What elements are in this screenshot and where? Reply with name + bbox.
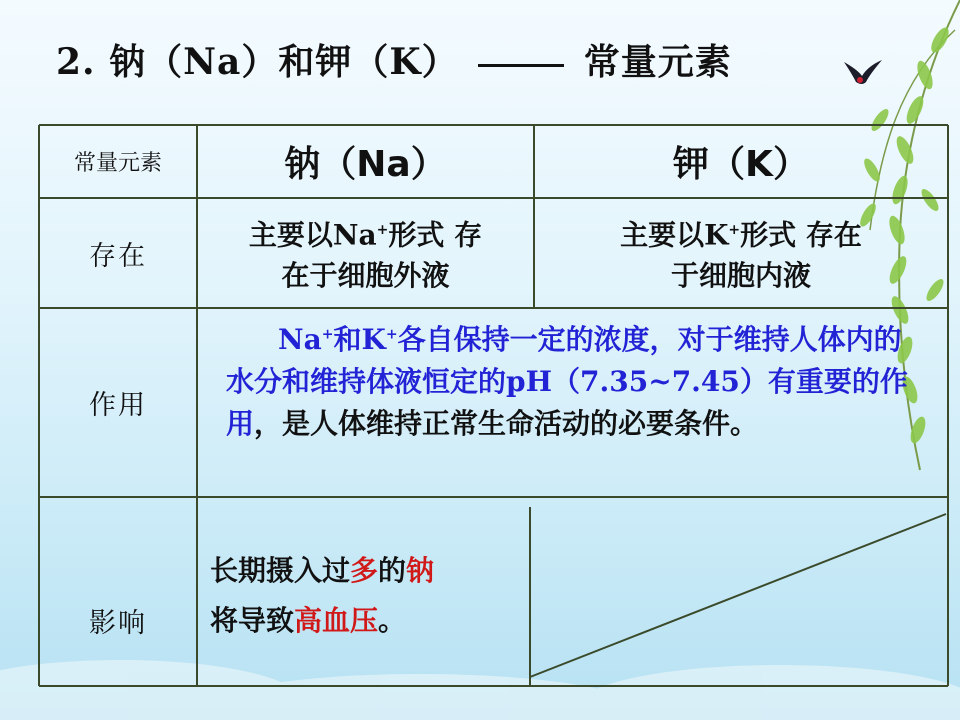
existence-potassium-text-b: 形式 存在 <box>740 218 862 252</box>
title-number: 2. <box>56 41 96 83</box>
effect-row-label-cell <box>39 540 197 700</box>
existence-row-label-cell <box>39 198 197 308</box>
title-suffix: 常量元素 <box>583 41 732 83</box>
action-row-label: 作用 <box>89 390 147 421</box>
effect-sodium-text <box>210 546 530 646</box>
effect-t4-red: 钠 <box>406 554 435 587</box>
effect-t6-red: 高血压 <box>294 604 379 637</box>
header-potassium-cell <box>534 125 948 198</box>
existence-sodium-line2: 在于细胞外液 <box>281 258 450 292</box>
effect-t3: 的 <box>378 554 407 587</box>
existence-sodium-text-b: 形式 存 <box>388 218 483 252</box>
title-text: 钠（Na）和钾（K） <box>109 41 459 83</box>
swallow-icon <box>844 60 882 84</box>
action-description <box>226 314 916 445</box>
action-k-sup: + <box>385 327 398 343</box>
existence-sodium-text-a: 主要以Na <box>248 218 377 252</box>
header-sodium-label: 钠（Na） <box>284 144 447 185</box>
action-na: Na <box>278 323 322 357</box>
existence-sodium-sup: + <box>376 222 389 239</box>
page-title <box>56 34 732 85</box>
existence-potassium-cell <box>534 198 948 308</box>
existence-potassium-sup: + <box>728 222 741 239</box>
action-black-tail: ，是人体维持正常生命活动的必要条件。 <box>254 407 759 441</box>
effect-t1: 长期摄入过 <box>210 554 351 587</box>
header-potassium-label: 钾（K） <box>673 144 809 185</box>
header-corner-label: 常量元素 <box>73 151 162 176</box>
effect-line1 <box>210 546 530 596</box>
existence-potassium-text-a: 主要以K <box>620 218 729 252</box>
effect-line2 <box>210 596 530 646</box>
action-row-label-cell <box>39 308 197 497</box>
existence-sodium-line1 <box>249 210 482 255</box>
header-corner-cell <box>39 125 197 198</box>
existence-potassium-line2: 于细胞内液 <box>670 258 811 292</box>
action-k: 和K <box>333 323 386 357</box>
existence-sodium-cell <box>197 198 534 308</box>
existence-potassium-line1 <box>620 210 862 255</box>
header-sodium-cell <box>197 125 534 198</box>
action-na-sup: + <box>321 327 334 343</box>
title-dash-divider <box>478 64 564 67</box>
effect-t2-red: 多 <box>350 554 379 587</box>
effect-t5: 将导致 <box>210 604 295 637</box>
effect-t7: 。 <box>378 604 407 637</box>
action-blue-body: 各自保持一定的浓度，对于维持人体内的水分和维持体液恒定的pH（7.35~7.45）有重要的作用 <box>226 323 908 441</box>
effect-row-label: 影响 <box>89 607 147 639</box>
existence-row-label: 存在 <box>89 240 147 272</box>
